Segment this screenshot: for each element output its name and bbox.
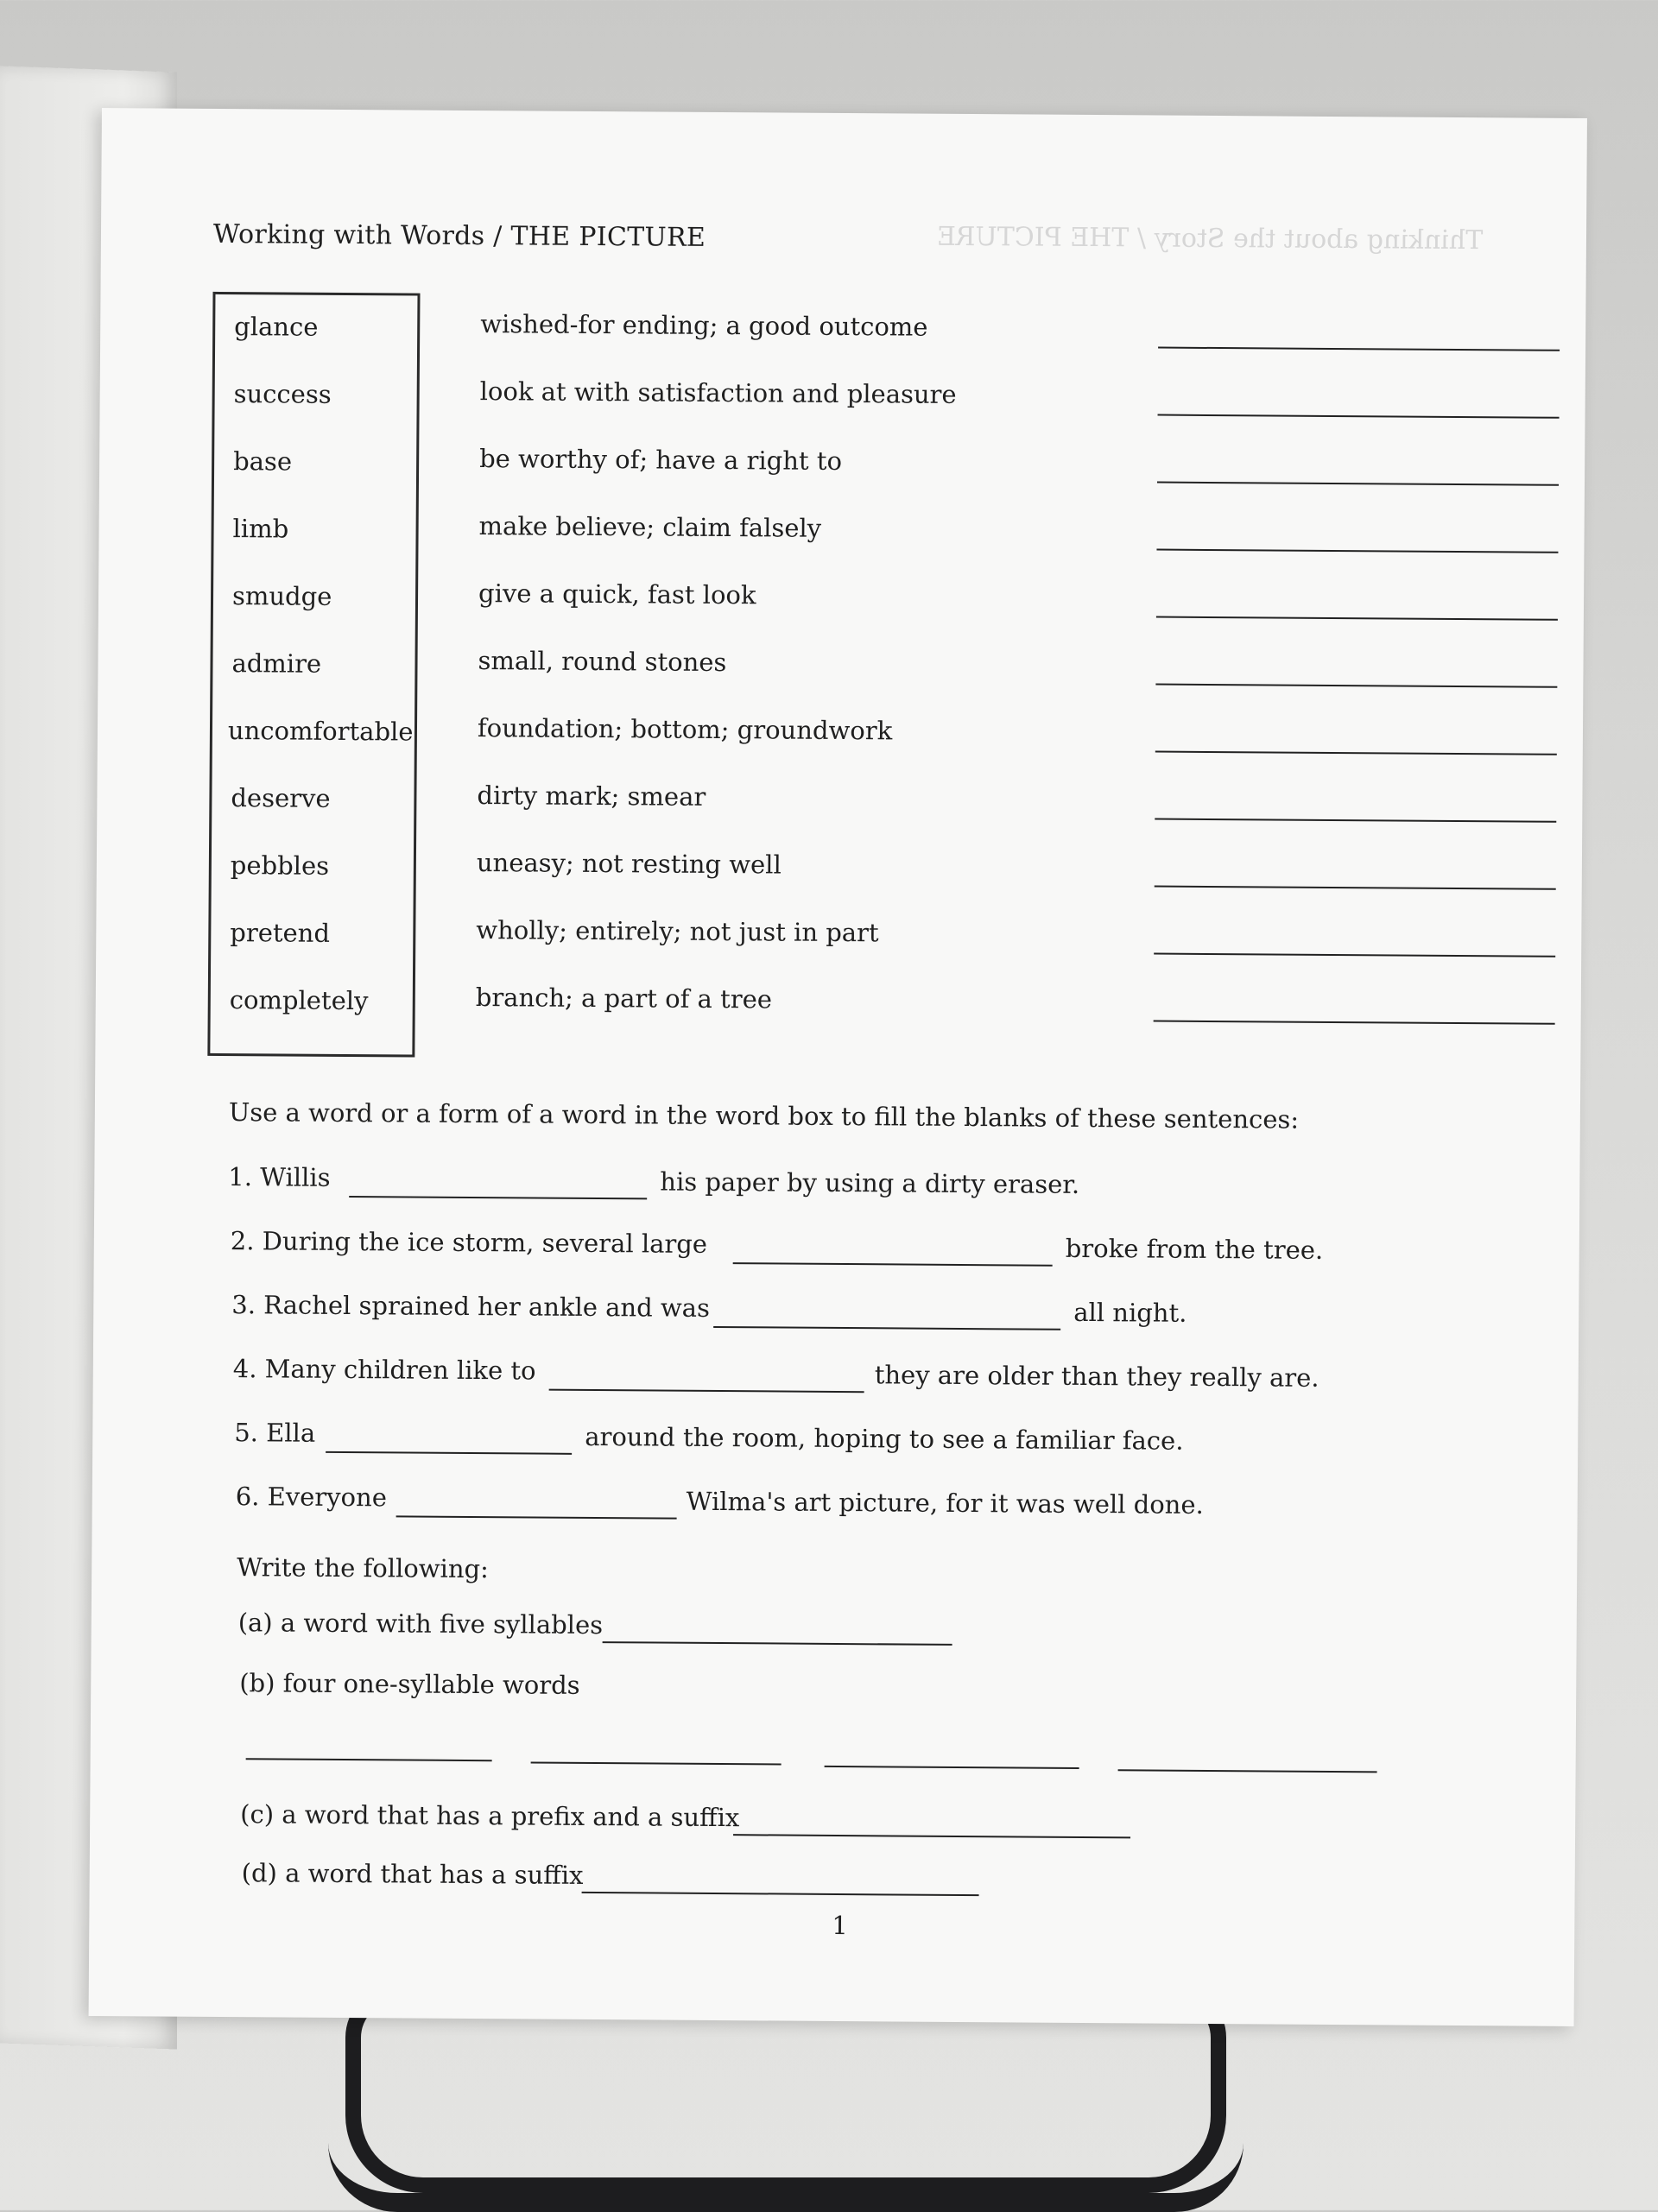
- sentence-blank[interactable]: [326, 1451, 572, 1455]
- write-heading: Write the following:: [237, 1552, 490, 1584]
- word-box-item: completely: [229, 985, 369, 1016]
- definition-row: [479, 435, 1559, 486]
- sentence-blank[interactable]: [396, 1515, 677, 1519]
- write-item-b: (b) four one-syllable words: [239, 1668, 580, 1700]
- write-blank-d[interactable]: [582, 1892, 979, 1896]
- answer-blank[interactable]: [1154, 953, 1555, 957]
- write-blank-b1[interactable]: [246, 1758, 492, 1761]
- definition-text: make believe; claim falsely: [478, 511, 822, 543]
- write-item-c: (c) a word that has a prefix and a suffix: [240, 1799, 740, 1833]
- definition-row: [476, 907, 1555, 957]
- word-box-item: pebbles: [230, 850, 330, 881]
- worksheet-page: [89, 108, 1587, 2026]
- write-blank-c[interactable]: [733, 1834, 1130, 1838]
- show-through-text: Thinking about the Story / THE PICTURE: [936, 221, 1484, 256]
- sentence-end: they are older than they really are.: [874, 1360, 1319, 1393]
- sentence-end: his paper by using a dirty eraser.: [660, 1166, 1080, 1199]
- write-item-d: (d) a word that has a suffix: [241, 1858, 584, 1890]
- definition-text: give a quick, fast look: [478, 578, 756, 610]
- sentence-start: 3. Rachel sprained her ankle and was: [231, 1290, 711, 1323]
- answer-blank[interactable]: [1155, 818, 1556, 823]
- answer-blank[interactable]: [1158, 347, 1560, 351]
- definition-row: [478, 570, 1558, 621]
- definition-text: wished-for ending; a good outcome: [480, 309, 928, 342]
- sentence-blank[interactable]: [713, 1326, 1060, 1330]
- sentence-end: Wilma's art picture, for it was well done.: [686, 1486, 1204, 1520]
- definition-row: [478, 502, 1558, 553]
- definition-row: [476, 974, 1555, 1025]
- word-box-item: uncomfortable: [227, 716, 414, 747]
- answer-blank[interactable]: [1156, 549, 1558, 553]
- sentence-end: around the room, hoping to see a familiar face.: [585, 1421, 1184, 1456]
- word-box-item: admire: [231, 648, 322, 679]
- sentence-start: 1. Willis: [228, 1162, 331, 1192]
- write-blank-b3[interactable]: [825, 1766, 1079, 1769]
- stand-base: [328, 2089, 1244, 2212]
- page-title: Working with Words / THE PICTURE: [212, 218, 706, 253]
- definition-text: foundation; bottom; groundwork: [477, 713, 893, 746]
- word-box-item: limb: [232, 514, 289, 544]
- definition-row: [477, 839, 1556, 890]
- answer-blank[interactable]: [1154, 1021, 1555, 1025]
- definition-text: wholly; entirely; not just in part: [476, 915, 879, 948]
- word-box: [207, 292, 420, 1058]
- definition-row: [478, 637, 1557, 688]
- sentence-blank[interactable]: [549, 1389, 864, 1394]
- word-box-item: pretend: [230, 918, 331, 948]
- sentence-end: broke from the tree.: [1065, 1233, 1324, 1265]
- answer-blank[interactable]: [1157, 482, 1559, 486]
- definition-text: small, round stones: [478, 646, 727, 678]
- write-blank-b2[interactable]: [531, 1762, 782, 1766]
- definition-row: [478, 705, 1557, 755]
- answer-blank[interactable]: [1158, 414, 1560, 419]
- sentence-start: 5. Ella: [234, 1418, 316, 1448]
- definition-text: uneasy; not resting well: [476, 848, 782, 880]
- definition-text: branch; a part of a tree: [475, 983, 773, 1014]
- definition-row: [480, 368, 1560, 419]
- page-number: 1: [832, 1910, 848, 1941]
- word-box-item: smudge: [231, 581, 332, 611]
- answer-blank[interactable]: [1155, 751, 1557, 755]
- definition-text: dirty mark; smear: [477, 781, 706, 812]
- sentence-blank[interactable]: [349, 1196, 647, 1199]
- word-box-item: base: [233, 446, 293, 477]
- sentence-blank[interactable]: [733, 1262, 1053, 1267]
- answer-blank[interactable]: [1156, 616, 1558, 621]
- instructions: Use a word or a form of a word in the word box to fill the blanks of these sentences:: [228, 1097, 1300, 1134]
- definition-row: [480, 300, 1560, 351]
- write-item-a: (a) a word with five syllables: [237, 1608, 604, 1640]
- sentence-start: 2. During the ice storm, several large: [230, 1226, 708, 1259]
- write-blank-a[interactable]: [603, 1641, 952, 1646]
- word-box-item: deserve: [231, 783, 331, 813]
- definition-text: be worthy of; have a right to: [479, 444, 843, 476]
- answer-blank[interactable]: [1155, 886, 1556, 890]
- sentence-start: 6. Everyone: [235, 1482, 388, 1513]
- answer-blank[interactable]: [1155, 684, 1557, 688]
- sentence-start: 4. Many children like to: [232, 1354, 536, 1386]
- definition-text: look at with satisfaction and pleasure: [479, 376, 957, 409]
- word-box-item: success: [233, 379, 332, 409]
- word-box-item: glance: [234, 312, 319, 342]
- write-blank-b4[interactable]: [1118, 1769, 1377, 1773]
- definition-row: [477, 772, 1556, 823]
- sentence-end: all night.: [1073, 1297, 1187, 1328]
